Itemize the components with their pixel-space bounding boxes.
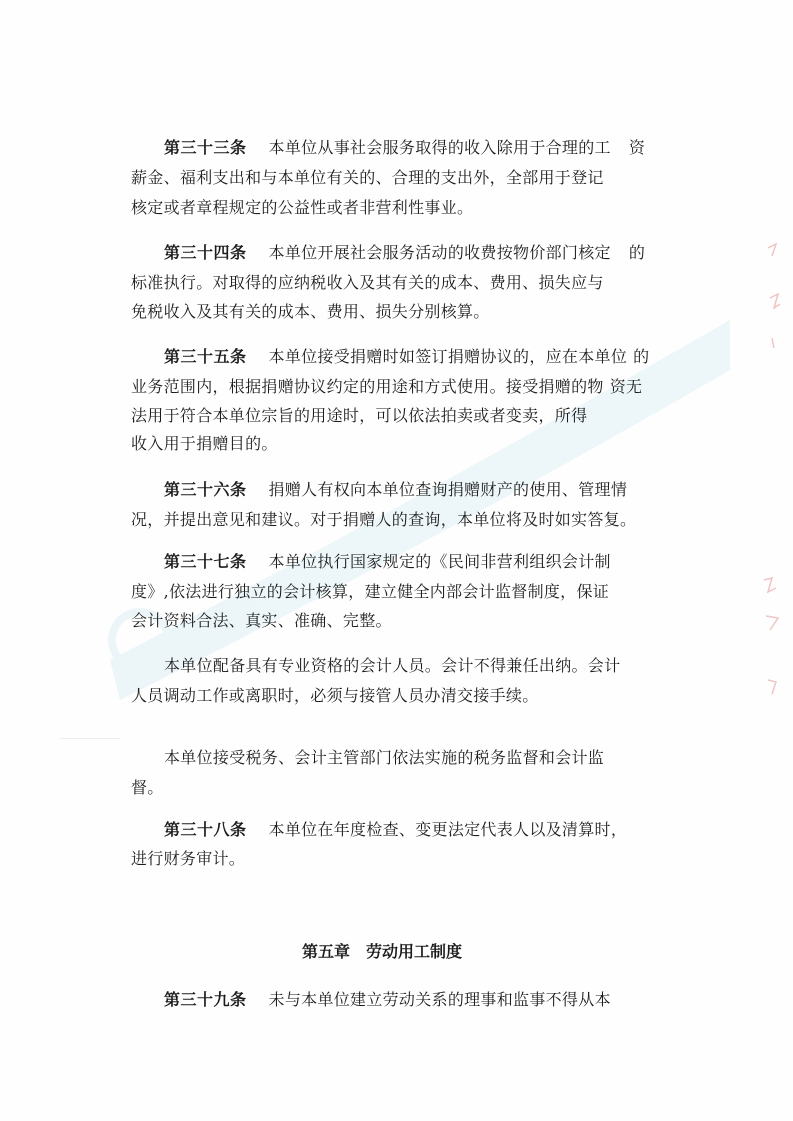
article-33-label: 第三十三条 bbox=[164, 138, 247, 157]
article-36-line-1: 第三十六条 捐赠人有权向本单位查询捐赠财产的使用、管理情 bbox=[164, 480, 628, 499]
article-35-line-4: 收入用于捐赠目的。 bbox=[131, 434, 278, 453]
article-37-para-3-line-1: 本单位接受税务、会计主管部门依法实施的税务监督和会计监 bbox=[164, 748, 605, 767]
article-33-line-3: 核定或者章程规定的公益性或者非营利性事业。 bbox=[131, 198, 474, 217]
article-35-line-2: 业务范围内，根据捐赠协议约定的用途和方式使用。接受捐赠的物 资无 bbox=[131, 377, 643, 396]
seal-fragment-icon-2 bbox=[760, 570, 788, 710]
article-37-line-2: 度》,依法进行独立的会计核算，建立健全内部会计监督制度，保证 bbox=[131, 582, 610, 601]
article-34-line-2: 标准执行。对取得的应纳税收入及其有关的成本、费用、损失应与 bbox=[131, 273, 604, 292]
article-39-line-1: 第三十九条 未与本单位建立劳动关系的理事和监事不得从本 bbox=[164, 990, 611, 1009]
article-34-label: 第三十四条 bbox=[164, 243, 247, 262]
article-36-line-2: 况，并提出意见和建议。对于捐赠人的查询，本单位将及时如实答复。 bbox=[131, 510, 637, 529]
article-35-line-3: 法用于符合本单位宗旨的用途时，可以依法拍卖或者变卖，所得 bbox=[131, 406, 588, 425]
scan-artifact-line bbox=[60, 738, 120, 739]
article-37-para-2-line-1: 本单位配备具有专业资格的会计人员。会计不得兼任出纳。会计 bbox=[164, 656, 621, 675]
article-37-label: 第三十七条 bbox=[164, 552, 247, 571]
article-38-line-1: 第三十八条 本单位在年度检查、变更法定代表人以及清算时， bbox=[164, 820, 628, 839]
article-33-line-1: 第三十三条 本单位从事社会服务取得的收入除用于合理的工 资 bbox=[164, 138, 646, 157]
article-38-label: 第三十八条 bbox=[164, 820, 247, 839]
article-35-label: 第三十五条 bbox=[164, 347, 247, 366]
article-34-line-1: 第三十四条 本单位开展社会服务活动的收费按物价部门核定 的 bbox=[164, 243, 646, 262]
article-39-label: 第三十九条 bbox=[164, 990, 247, 1009]
article-34-line-3: 免税收入及其有关的成本、费用、损失分别核算。 bbox=[131, 302, 490, 321]
article-35-line-1: 第三十五条 本单位接受捐赠时如签订捐赠协议的，应在本单位 的 bbox=[164, 347, 650, 366]
article-36-label: 第三十六条 bbox=[164, 480, 247, 499]
article-37-para-2-line-2: 人员调动工作或离职时，必须与接管人员办清交接手续。 bbox=[131, 686, 539, 705]
article-37-line-1: 第三十七条 本单位执行国家规定的《民间非营利组织会计制 bbox=[164, 552, 611, 571]
chapter-5-heading: 第五章 劳动用工制度 bbox=[302, 942, 463, 961]
article-38-line-2: 进行财务审计。 bbox=[131, 849, 246, 868]
seal-fragment-icon bbox=[762, 238, 788, 358]
article-33-line-2: 薪金、福利支出和与本单位有关的、合理的支出外，全部用于登记 bbox=[131, 168, 604, 187]
article-37-line-3: 会计资料合法、真实、准确、完整。 bbox=[131, 611, 392, 630]
article-37-para-3-line-2: 督。 bbox=[131, 778, 164, 797]
